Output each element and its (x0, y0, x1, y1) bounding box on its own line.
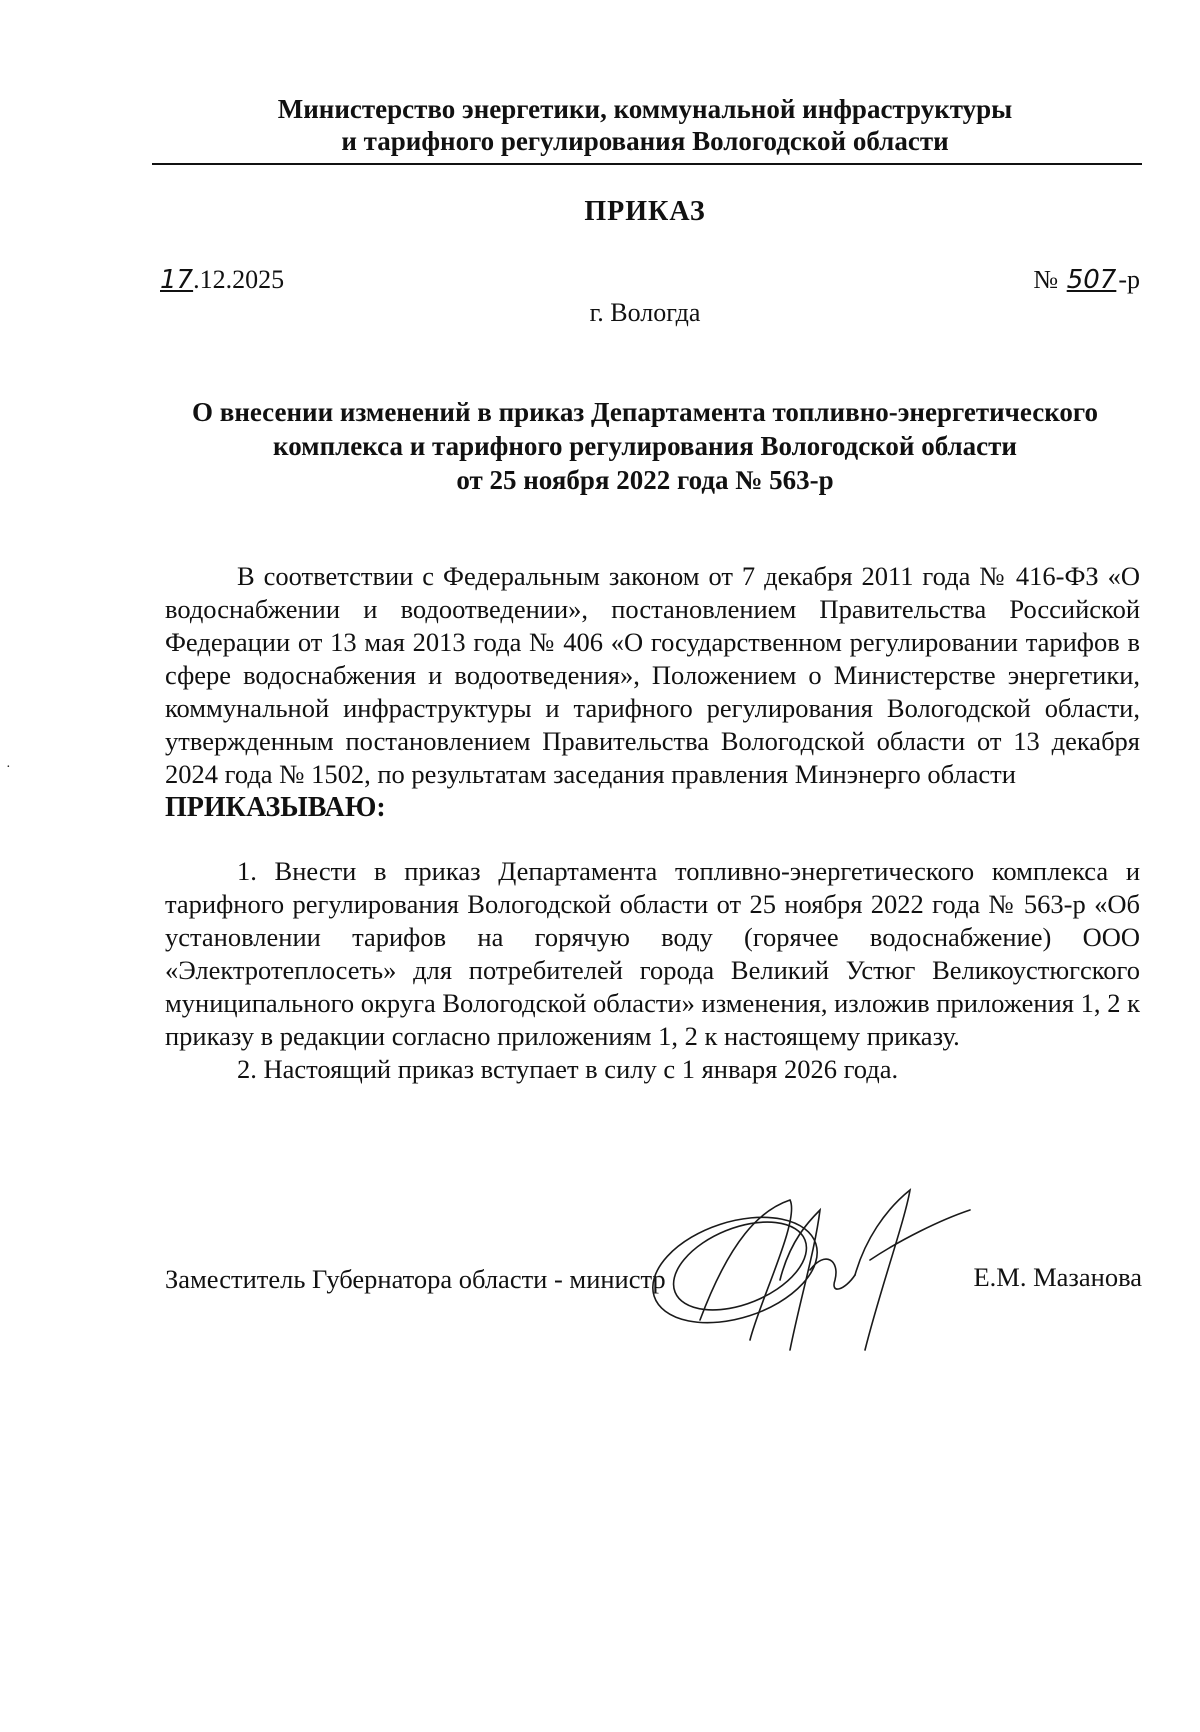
document-body (165, 560, 1140, 1086)
ministry-header (150, 93, 1140, 157)
number-suffix: -р (1118, 265, 1140, 294)
date-month-year: .12.2025 (193, 265, 285, 294)
order-item-2: 2. Настоящий приказ вступает в силу с 1 января 2026 года. (237, 1054, 899, 1084)
preamble-paragraph: В соответствии с Федеральным законом от 7 декабря 2011 года № 416-ФЗ «О водоснабжении и водоотведении», постановлением Правительства Российской Федерации от 13 мая 2013 года № 406 «О государственном регулировании тарифов в сфере водоснабжения и водоотведения», Положением о Министерстве энергетики, коммунальной инфраструктуры и тарифного регулирования Вологодской области, утвержденным постановлением Правительства Вологодской области от 13 декабря 2024 года № 1502, по результатам заседания правления Минэнерго области (165, 561, 1140, 789)
signatory-name: Е.М. Мазанова (973, 1262, 1142, 1292)
date-day-handwritten: 17 (160, 265, 194, 295)
document-number (1033, 265, 1140, 295)
title-line-3: от 25 ноября 2022 года № 563-р (456, 465, 834, 495)
order-directive: ПРИКАЗЫВАЮ: (165, 792, 386, 823)
document-title (150, 395, 1140, 497)
number-handwritten: 507 (1066, 265, 1117, 295)
title-line-1: О внесении изменений в приказ Департамента топливно-энергетического (191, 397, 1098, 427)
number-prefix: № (1033, 265, 1059, 294)
signatory-role: Заместитель Губернатора области - министр (165, 1264, 666, 1294)
title-line-2: комплекса и тарифного регулирования Вологодской области (273, 431, 1017, 461)
document-type: ПРИКАЗ (584, 196, 706, 227)
header-divider (152, 163, 1142, 165)
document-date (160, 265, 284, 295)
document-city: г. Вологда (589, 298, 701, 327)
ministry-line-2: и тарифного регулирования Вологодской области (341, 126, 949, 156)
order-item-1: 1. Внести в приказ Департамента топливно-энергетического комплекса и тарифного регулирования Вологодской области от 25 ноября 2022 года № 563-р «Об установлении тарифов на горячую воду (горячее водоснабжение) ООО «Электротеплосеть» для потребителей города Великий Устюг Великоустюгского муниципального округа Вологодской области» изменения, изложив приложения 1, 2 к приказу в редакции согласно приложениям 1, 2 к настоящему приказу. (165, 856, 1140, 1051)
ministry-line-1: Министерство энергетики, коммунальной инфраструктуры (277, 94, 1013, 124)
handwritten-signature (640, 1180, 980, 1360)
scan-mark: · (6, 760, 11, 775)
